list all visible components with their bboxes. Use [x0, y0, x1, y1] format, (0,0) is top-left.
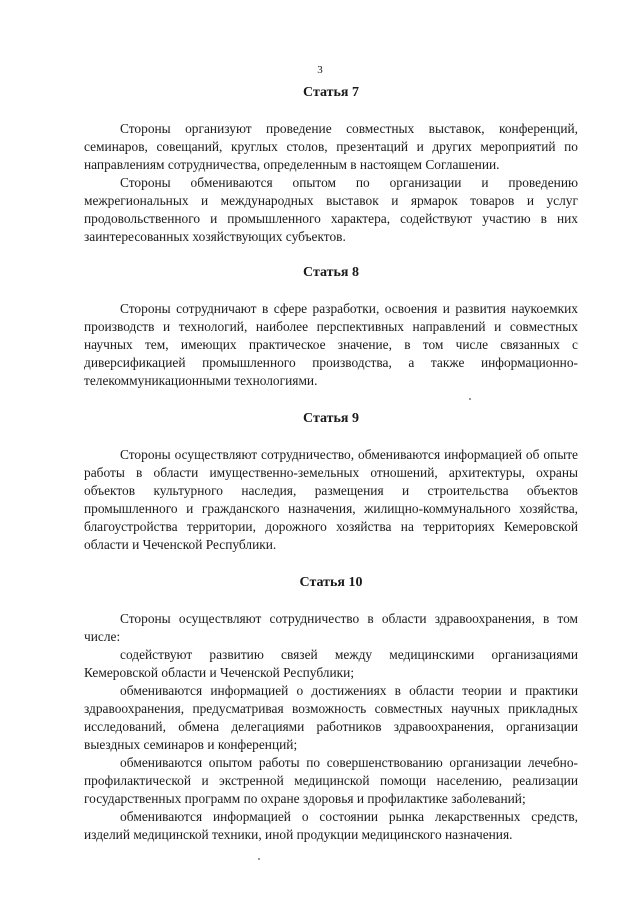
article-9-heading: Статья 9: [303, 411, 359, 426]
article-10: [84, 574, 578, 844]
article-10-paragraph-1: Стороны осуществляют сотрудничество в области здравоохранения, в том числе:: [84, 611, 578, 644]
article-7-paragraph-2: Стороны обмениваются опытом по организации и проведению межрегиональных и международных выставок и ярмарок товаров и услуг продовольственного и промышленного характера, содействуют участию в них заинтересованных хозяйствующих субъектов.: [84, 175, 578, 244]
article-7: [84, 84, 578, 246]
article-8-paragraph-1: Стороны сотрудничают в сфере разработки, освоения и развития наукоемких производств и технологий, наиболее перспективных направлений и совместных научных тем, имеющих практическое значение, в том числе связанных с диверсификацией промышленного производства, а также информационно-телекоммуникационными технологиями.: [84, 301, 578, 388]
article-8: [84, 264, 578, 390]
page-number: 3: [317, 64, 323, 76]
scan-speck: [258, 858, 260, 860]
document-body: [84, 84, 578, 844]
article-7-paragraph-1: Стороны организуют проведение совместных выставок, конференций, семинаров, совещаний, круглых столов, презентаций и других мероприятий по направлениям сотрудничества, определенным в настоящем Соглашении.: [84, 121, 578, 172]
article-10-paragraph-5: обмениваются информацией о состоянии рынка лекарственных средств, изделий медицинской техники, иной продукции медицинского назначения.: [84, 809, 578, 842]
scan-speck: [469, 398, 471, 400]
article-7-heading: Статья 7: [303, 85, 359, 100]
article-10-paragraph-4: обмениваются опытом работы по совершенствованию организации лечебно-профилактической и экстренной медицинской помощи населению, реализации государственных программ по охране здоровья и профилактике заболеваний;: [84, 755, 578, 806]
article-10-paragraph-2: содействуют развитию связей между медицинскими организациями Кемеровской области и Чеченской Республики;: [84, 647, 578, 680]
article-9: [84, 410, 578, 554]
article-8-heading: Статья 8: [303, 265, 359, 280]
article-9-paragraph-1: Стороны осуществляют сотрудничество, обмениваются информацией об опыте работы в области имущественно-земельных отношений, архитектуры, охраны объектов культурного наследия, размещения и строительства объектов промышленного и гражданского назначения, жилищно-коммунального хозяйства, благоустройства территории, дорожного хозяйства на территориях Кемеровской области и Чеченской Республики.: [84, 447, 578, 552]
article-10-heading: Статья 10: [299, 575, 363, 590]
article-10-paragraph-3: обмениваются информацией о достижениях в области теории и практики здравоохранения, предусматривая возможность совместных научных прикладных исследований, обмена делегациями работников здравоохранения, организации выездных семинаров и конференций;: [84, 683, 578, 752]
